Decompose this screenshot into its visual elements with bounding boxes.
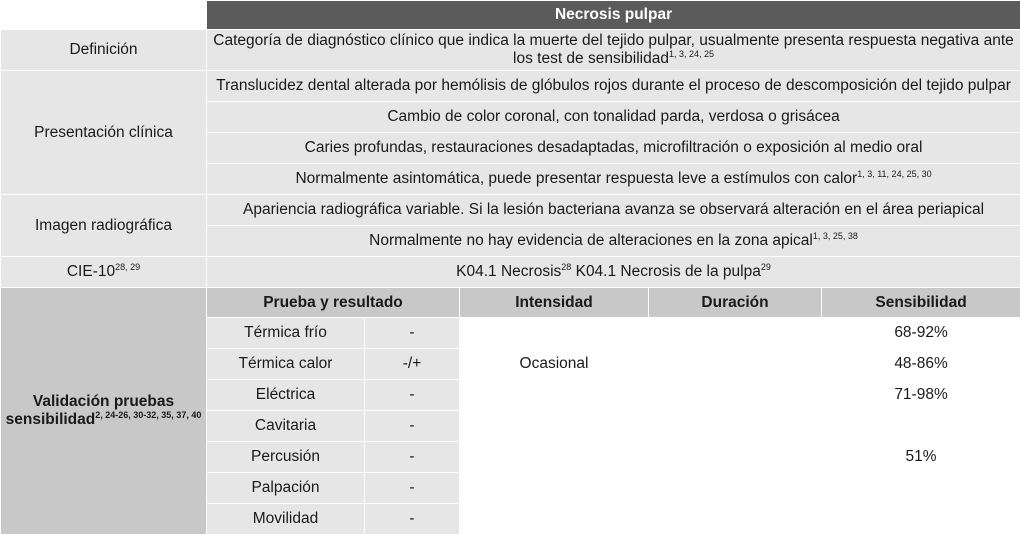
duracion-cell — [649, 411, 822, 442]
intensidad-cell — [460, 473, 649, 504]
intensidad-cell — [460, 411, 649, 442]
cie-part2-refs: 29 — [760, 262, 771, 272]
col-header-prueba: Prueba y resultado — [207, 288, 460, 318]
resultado-cell: - — [365, 442, 460, 473]
col-header-sensibilidad: Sensibilidad — [822, 288, 1020, 318]
col-header-intensidad: Intensidad — [460, 288, 649, 318]
sensibilidad-cell: 48-86% — [822, 349, 1020, 380]
presentacion-item-2: Cambio de color coronal, con tonalidad parda, verdosa o grisácea — [207, 102, 1020, 133]
resultado-cell: - — [365, 473, 460, 504]
presentacion-item-4: Normalmente asintomática, puede presentar respuesta leve a estímulos con calor$^{1, 3, 11, 24, 25, 30}$ — [207, 164, 1020, 195]
definicion-label: Definición — [1, 30, 207, 71]
prueba-cell: Movilidad — [207, 504, 365, 535]
validacion-label: Validación pruebas sensibilidad$^{2, 24-26, 30-32, 35, 37, 40}$ — [1, 288, 207, 535]
presentacion-item-4-refs: 1, 3, 11, 24, 25, 30 — [857, 169, 932, 179]
sensibilidad-cell: 71-98% — [822, 380, 1020, 411]
intensidad-cell — [460, 504, 649, 535]
prueba-cell: Palpación — [207, 473, 365, 504]
definicion-text: Categoría de diagnóstico clínico que indica la muerte del tejido pulpar, usualmente presenta respuesta negativa ante los test de sensibilidad$^{1, 3, 24, 25}$ — [207, 30, 1020, 71]
prueba-cell: Térmica calor — [207, 349, 365, 380]
imagen-label: Imagen radiográfica — [1, 195, 207, 257]
table-title: Necrosis pulpar — [207, 1, 1020, 30]
resultado-cell: - — [365, 318, 460, 349]
sensibilidad-cell — [822, 411, 1020, 442]
intensidad-cell — [460, 380, 649, 411]
duracion-cell — [649, 442, 822, 473]
sensibilidad-cell: 68-92% — [822, 318, 1020, 349]
header-blank — [1, 1, 207, 30]
intensidad-cell — [460, 442, 649, 473]
resultado-cell: -/+ — [365, 349, 460, 380]
intensidad-cell — [460, 318, 649, 349]
duracion-cell — [649, 318, 822, 349]
prueba-cell: Percusión — [207, 442, 365, 473]
resultado-cell: - — [365, 504, 460, 535]
sensibilidad-cell — [822, 504, 1020, 535]
sensibilidad-cell: 51% — [822, 442, 1020, 473]
cie-label: CIE-10$^{28, 29}$ — [1, 257, 207, 288]
imagen-item-2-refs: 1, 3, 25, 38 — [812, 231, 858, 241]
imagen-item-2: Normalmente no hay evidencia de alteraciones en la zona apical$^{1, 3, 25, 38}$ — [207, 226, 1020, 257]
resultado-cell: - — [365, 411, 460, 442]
duracion-cell — [649, 380, 822, 411]
presentacion-label: Presentación clínica — [1, 71, 207, 195]
resultado-cell: - — [365, 380, 460, 411]
imagen-item-1: Apariencia radiográfica variable. Si la lesión bacteriana avanza se observará alteración en el área periapical — [207, 195, 1020, 226]
presentacion-item-1: Translucidez dental alterada por hemólisis de glóbulos rojos durante el proceso de descomposición del tejido pulpar — [207, 71, 1020, 102]
prueba-cell: Cavitaria — [207, 411, 365, 442]
prueba-cell: Eléctrica — [207, 380, 365, 411]
sensibilidad-cell — [822, 473, 1020, 504]
definicion-refs: 1, 3, 24, 25 — [668, 49, 715, 59]
duracion-cell — [649, 504, 822, 535]
presentacion-item-3: Caries profundas, restauraciones desadaptadas, microfiltración o exposición al medio oral — [207, 133, 1020, 164]
cie-part1-refs: 28 — [561, 262, 572, 272]
duracion-cell — [649, 349, 822, 380]
duracion-cell — [649, 473, 822, 504]
validacion-label-refs: 2, 24-26, 30-32, 35, 37, 40 — [95, 410, 202, 420]
intensidad-cell: Ocasional — [460, 349, 649, 380]
prueba-cell: Térmica frío — [207, 318, 365, 349]
cie-label-refs: 28, 29 — [115, 262, 141, 272]
cie-value: K04.1 Necrosis$^{28}$ K04.1 Necrosis de la pulpa$^{29}$ — [207, 257, 1020, 288]
col-header-duracion: Duración — [649, 288, 822, 318]
